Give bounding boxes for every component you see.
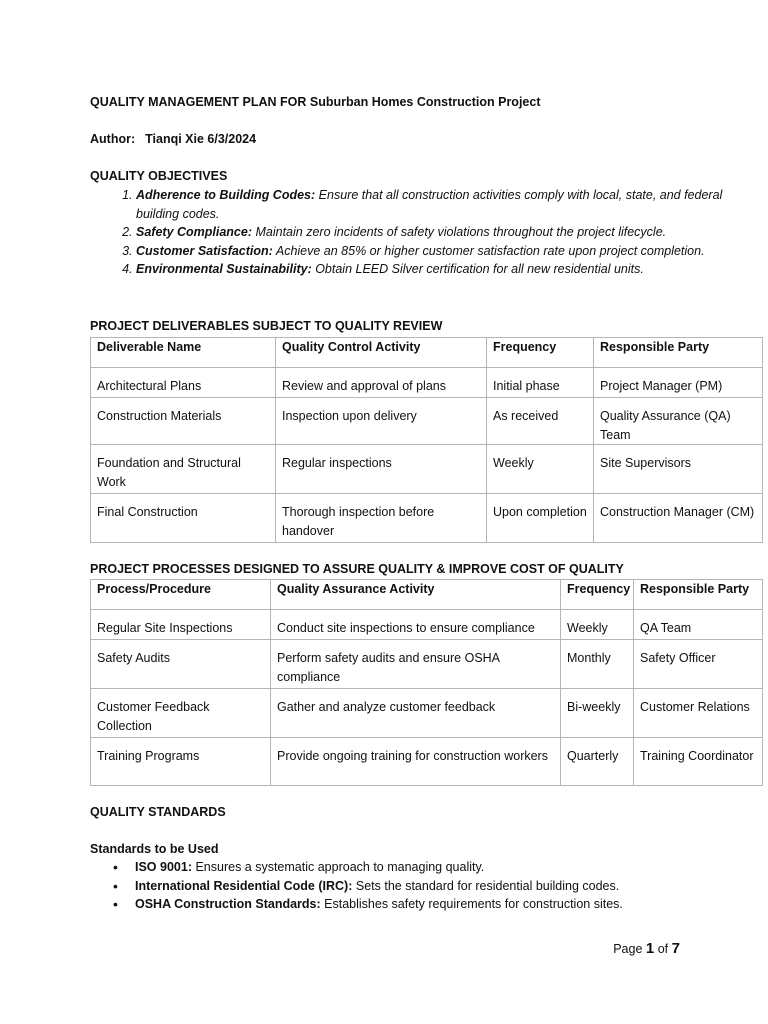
of-label: of xyxy=(657,942,669,956)
objective-item xyxy=(136,260,736,279)
table-cell: Provide ongoing training for construction workers xyxy=(271,738,561,786)
table-cell: Conduct site inspections to ensure compliance xyxy=(271,610,561,640)
table-cell: Construction Materials xyxy=(91,398,276,445)
objective-text: Achieve an 85% or higher customer satisfaction rate upon project completion. xyxy=(272,243,705,258)
objective-label: Adherence to Building Codes: xyxy=(136,188,316,202)
standard-text: Sets the standard for residential building codes. xyxy=(352,878,620,893)
column-header: Responsible Party xyxy=(594,338,763,368)
table-row xyxy=(91,398,763,445)
standard-text: Ensures a systematic approach to managing quality. xyxy=(191,860,485,874)
table-cell: As received xyxy=(487,398,594,445)
deliverables-heading: PROJECT DELIVERABLES SUBJECT TO QUALITY REVIEW xyxy=(90,319,443,333)
author-line xyxy=(90,130,256,149)
objective-label: Safety Compliance: xyxy=(136,225,253,239)
objective-item xyxy=(136,242,736,261)
standards-heading: QUALITY STANDARDS xyxy=(90,805,226,819)
objectives-list xyxy=(90,186,736,279)
table-cell: Customer Feedback Collection xyxy=(91,689,271,738)
objective-item xyxy=(136,223,736,242)
table-header-row xyxy=(91,580,763,610)
table-cell: Project Manager (PM) xyxy=(594,368,763,398)
table-cell: Construction Manager (CM) xyxy=(594,494,763,543)
table-cell: Quality Assurance (QA) Team xyxy=(594,398,763,445)
table-cell: Final Construction xyxy=(91,494,276,543)
table-cell: Inspection upon delivery xyxy=(276,398,487,445)
table-cell: Regular Site Inspections xyxy=(91,610,271,640)
column-header: Quality Assurance Activity xyxy=(271,580,561,610)
table-cell: Weekly xyxy=(561,610,634,640)
standards-subheading: Standards to be Used xyxy=(90,842,219,856)
column-header: Quality Control Activity xyxy=(276,338,487,368)
current-page: 1 xyxy=(645,940,655,957)
table-row xyxy=(91,445,763,494)
table-cell: QA Team xyxy=(634,610,763,640)
table-header-row xyxy=(91,338,763,368)
table-cell: Bi-weekly xyxy=(561,689,634,738)
table-cell: Upon completion xyxy=(487,494,594,543)
objective-item xyxy=(136,186,736,223)
standard-text: Establishes safety requirements for construction sites. xyxy=(320,897,623,911)
table-row xyxy=(91,689,763,738)
processes-heading: PROJECT PROCESSES DESIGNED TO ASSURE QUALITY & IMPROVE COST OF QUALITY xyxy=(90,562,624,576)
standard-item xyxy=(135,895,755,914)
processes-table xyxy=(90,579,763,786)
table-cell: Training Programs xyxy=(91,738,271,786)
table-cell: Safety Audits xyxy=(91,640,271,689)
table-cell: Training Coordinator xyxy=(634,738,763,786)
table-row xyxy=(91,610,763,640)
standard-item xyxy=(135,877,755,896)
objective-text: Obtain LEED Silver certification for all new residential units. xyxy=(311,262,644,276)
table-cell: Safety Officer xyxy=(634,640,763,689)
table-row xyxy=(91,640,763,689)
objective-text: Maintain zero incidents of safety violations throughout the project lifecycle. xyxy=(252,225,667,239)
document-title: QUALITY MANAGEMENT PLAN FOR Suburban Homes Construction Project xyxy=(90,95,541,109)
page-number xyxy=(613,940,680,959)
table-cell: Architectural Plans xyxy=(91,368,276,398)
objective-text: Ensure that all construction activities comply with local, state, and federal building codes. xyxy=(136,188,723,221)
table-cell: Weekly xyxy=(487,445,594,494)
table-cell: Regular inspections xyxy=(276,445,487,494)
total-pages: 7 xyxy=(671,940,680,957)
standards-list xyxy=(90,858,755,914)
objectives-heading: QUALITY OBJECTIVES xyxy=(90,169,228,183)
table-cell: Site Supervisors xyxy=(594,445,763,494)
table-cell: Thorough inspection before handover xyxy=(276,494,487,543)
table-cell: Initial phase xyxy=(487,368,594,398)
table-row xyxy=(91,368,763,398)
column-header: Process/Procedure xyxy=(91,580,271,610)
table-row xyxy=(91,738,763,786)
column-header: Responsible Party xyxy=(634,580,763,610)
table-cell: Monthly xyxy=(561,640,634,689)
standard-label: International Residential Code (IRC): xyxy=(135,878,353,893)
column-header: Frequency xyxy=(487,338,594,368)
column-header: Deliverable Name xyxy=(91,338,276,368)
column-header: Frequency xyxy=(561,580,634,610)
table-cell: Quarterly xyxy=(561,738,634,786)
table-cell: Customer Relations xyxy=(634,689,763,738)
objective-label: Environmental Sustainability: xyxy=(136,262,312,276)
table-row xyxy=(91,494,763,543)
standard-label: ISO 9001: xyxy=(135,860,192,874)
objective-label: Customer Satisfaction: xyxy=(136,243,273,258)
table-cell: Gather and analyze customer feedback xyxy=(271,689,561,738)
author-value: Tianqi Xie 6/3/2024 xyxy=(145,132,257,146)
table-cell: Foundation and Structural Work xyxy=(91,445,276,494)
standard-item xyxy=(135,858,755,877)
table-cell: Perform safety audits and ensure OSHA compliance xyxy=(271,640,561,689)
author-label: Author: xyxy=(90,132,136,146)
page-label: Page xyxy=(613,942,643,956)
deliverables-table xyxy=(90,337,763,543)
standard-label: OSHA Construction Standards: xyxy=(135,897,321,911)
table-cell: Review and approval of plans xyxy=(276,368,487,398)
